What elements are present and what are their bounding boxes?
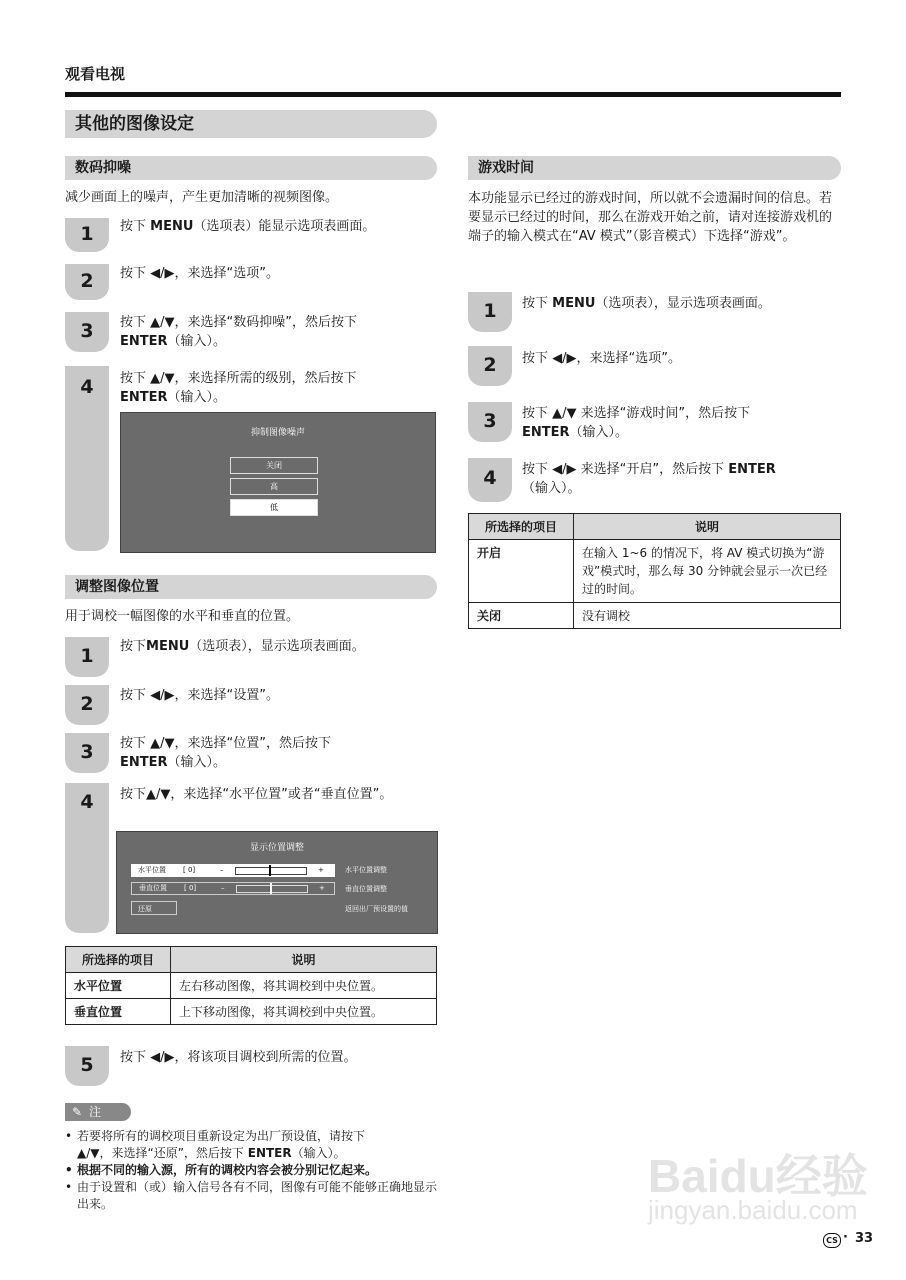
page-number: 33 xyxy=(855,1231,874,1246)
noise-heading: 数码抑噪 xyxy=(65,156,437,180)
table-row: 关闭 没有调校 xyxy=(469,603,841,629)
table-row: 水平位置 左右移动图像，将其调校到中央位置。 xyxy=(66,973,437,999)
step-number: 4 xyxy=(80,791,94,813)
step-2 xyxy=(65,264,109,300)
noise-intro: 减少画面上的噪声，产生更加清晰的视频图像。 xyxy=(65,190,339,205)
step-number: 2 xyxy=(80,693,94,715)
step-1 xyxy=(65,637,109,677)
slider-thumb[interactable] xyxy=(270,883,272,894)
step-3 xyxy=(65,733,109,773)
position-screen xyxy=(116,831,438,934)
note-item: • 根据不同的输入源，所有的调校内容会被分别记忆起来。 xyxy=(65,1162,441,1179)
table-row: 垂直位置 上下移动图像，将其调校到中央位置。 xyxy=(66,999,437,1025)
table-row: 开启 在输入 1~6 的情况下，将 AV 模式切换为“游戏”模式时，那么每 30 分钟就会显示一次已经过的时间。 xyxy=(469,540,841,603)
step-text: 按下 ◀/▶，来选择“设置”。 xyxy=(120,688,279,703)
step-number: 1 xyxy=(80,223,94,245)
step-number: 4 xyxy=(80,376,94,398)
step-text: 按下MENU（选项表），显示选项表画面。 xyxy=(120,639,365,654)
step-text: 按下▲/▼，来选择“水平位置”或者“垂直位置”。 xyxy=(120,787,393,802)
step-number: 1 xyxy=(80,645,94,667)
step-number: 1 xyxy=(483,300,497,322)
note-item: • 若要将所有的调校项目重新设定为出厂预设值，请按下 ▲/▼，来选择“还原”，然后按下 ENTER（输入）。 xyxy=(65,1128,441,1162)
row-horizontal[interactable]: 水平位置 [ 0] – + xyxy=(131,864,335,877)
note-label: ✎ 注 xyxy=(65,1103,131,1121)
step-1 xyxy=(65,218,109,252)
game-heading: 游戏时间 xyxy=(468,156,841,180)
step-number: 3 xyxy=(80,320,94,342)
game-intro: 本功能显示已经过的游戏时间，所以就不会遗漏时间的信息。若要显示已经过的时间，那么在游戏开始之前，请对连接游戏机的端子的输入模式在“AV 模式”（影音模式）下选择“游戏”。 xyxy=(468,191,833,244)
step-text: 按下 ◀/▶，来选择“选项”。 xyxy=(522,351,681,366)
slider-track[interactable] xyxy=(235,867,307,875)
position-heading: 调整图像位置 xyxy=(65,575,437,599)
header-rule xyxy=(65,92,841,97)
watermark-logo: Baidu经验 xyxy=(648,1150,868,1202)
step-number: 3 xyxy=(80,741,94,763)
step-5 xyxy=(65,1046,109,1086)
step-4 xyxy=(65,366,109,551)
table-header: 说明 xyxy=(171,947,437,973)
step-text: 按下 MENU（选项表）能显示选项表画面。 xyxy=(120,219,376,234)
page-dot: · xyxy=(843,1230,848,1245)
step-2 xyxy=(468,346,512,386)
game-table xyxy=(468,513,841,629)
step-text: 按下 MENU（选项表），显示选项表画面。 xyxy=(522,296,771,311)
pencil-icon: ✎ xyxy=(72,1105,83,1119)
step-4 xyxy=(65,783,109,933)
reset-button[interactable]: 还原 xyxy=(131,901,177,915)
step-number: 5 xyxy=(80,1054,94,1076)
step-1 xyxy=(468,292,512,332)
option-low[interactable]: 低 xyxy=(230,499,318,516)
step-3 xyxy=(65,312,109,352)
table-header: 所选择的项目 xyxy=(66,947,171,973)
section-title: 观看电视 xyxy=(65,65,126,83)
page-title: 其他的图像设定 xyxy=(65,110,437,138)
watermark-url: jingyan.baidu.com xyxy=(648,1195,858,1225)
step-text: 按下 ▲/▼，来选择“位置”，然后按下 ENTER（输入）。 xyxy=(120,736,331,770)
screen-title: 抑制图像噪声 xyxy=(250,428,305,438)
step-text: 按下 ▲/▼，来选择所需的级别，然后按下 ENTER（输入）。 xyxy=(120,371,357,405)
row-vertical[interactable]: 垂直位置 [ 0] – + xyxy=(131,882,335,895)
step-text: 按下 ▲/▼ 来选择“游戏时间”，然后按下 ENTER（输入）。 xyxy=(522,406,751,440)
step-2 xyxy=(65,685,109,725)
option-high[interactable]: 高 xyxy=(230,478,318,495)
option-off[interactable]: 关闭 xyxy=(230,457,318,474)
step-text: 按下 ◀/▶，来选择“选项”。 xyxy=(120,266,279,281)
noise-screen xyxy=(120,412,436,553)
notes-list xyxy=(65,1128,441,1213)
step-text: 按下 ◀/▶ 来选择“开启”，然后按下 ENTER （输入）。 xyxy=(522,462,776,496)
row-desc: 垂直位置调整 xyxy=(345,885,387,893)
step-3 xyxy=(468,402,512,442)
step-number: 3 xyxy=(483,410,497,432)
step-number: 2 xyxy=(483,354,497,376)
step-4 xyxy=(468,458,512,502)
screen-title: 显示位置调整 xyxy=(249,843,304,853)
step-text: 按下 ▲/▼，来选择“数码抑噪”，然后按下 ENTER（输入）。 xyxy=(120,315,357,349)
step-number: 2 xyxy=(80,270,94,292)
language-badge: CS xyxy=(823,1233,841,1248)
step-number: 4 xyxy=(483,467,497,489)
position-table xyxy=(65,946,437,1025)
position-intro: 用于调校一幅图像的水平和垂直的位置。 xyxy=(65,609,300,624)
step-text: 按下 ◀/▶，将该项目调校到所需的位置。 xyxy=(120,1050,357,1065)
row-desc: 水平位置调整 xyxy=(345,866,387,874)
table-header: 说明 xyxy=(574,514,841,540)
slider-thumb[interactable] xyxy=(269,865,271,876)
reset-desc: 返回出厂预设置的值 xyxy=(345,905,408,913)
table-header: 所选择的项目 xyxy=(469,514,574,540)
note-item: • 由于设置和（或）输入信号各有不同，图像有可能不能够正确地显示出来。 xyxy=(65,1179,441,1213)
slider-track[interactable] xyxy=(236,885,308,893)
